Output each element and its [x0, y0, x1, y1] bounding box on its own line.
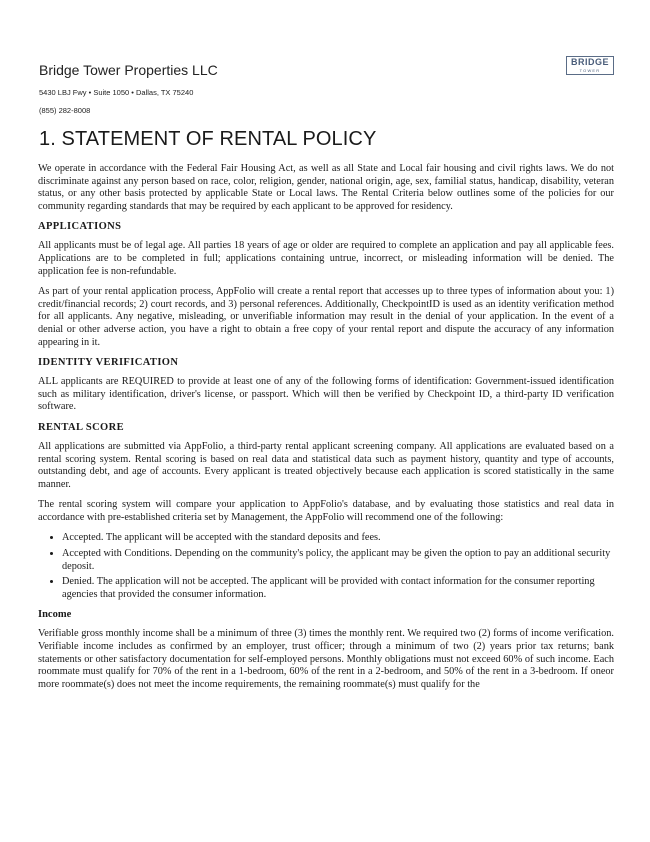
rental-score-heading: RENTAL SCORE	[38, 421, 125, 433]
income-heading: Income	[38, 609, 72, 621]
identity-paragraph: ALL applicants are REQUIRED to provide at least one of any of the following forms of identification: Government-issued identification such as military identification, driver's license, or passport. Which will then be verified by Checkpoint ID, a third-party ID verification software.	[38, 376, 614, 413]
recommendation-list	[38, 532, 614, 601]
income-paragraph: Verifiable gross monthly income shall be a minimum of three (3) times the monthly rent. We required two (2) forms of income verification. Verifiable income includes as confirmed by an employer, trust officer; through a minimum of two (2) years prior tax returns; bank statements or other satisfactory documentation for self-employed persons. Monthly obligations must not exceed 60% of such income. Each roommate must qualify for 70% of the rent in a 1-bedroom, 60% of the rent in a 2-bedroom, and 50% of the rent in a 3-bedroom. If oneor more roommate(s) does not meet the income requirements, the remaining roommate(s) must qualify for the	[38, 628, 614, 690]
page-title: 1. STATEMENT OF RENTAL POLICY	[39, 128, 377, 150]
list-item: • Accepted with Conditions. Depending on the community's policy, the applicant may be given the option to pay an additional security deposit.	[62, 548, 614, 573]
letterhead	[39, 62, 218, 115]
company-address: 5430 LBJ Fwy • Suite 1050 • Dallas, TX 75240	[39, 88, 194, 97]
identity-heading: IDENTITY VERIFICATION	[38, 357, 179, 369]
rental-score-paragraph-2: The rental scoring system will compare your application to AppFolio's database, and by evaluating those statistics and real data in accordance with pre-established criteria set by Management, the AppFolio will recommend one of the following:	[38, 499, 614, 523]
applications-paragraph-1: All applicants must be of legal age. All parties 18 years of age or older are required to complete an application and pay all applicable fees. Applications are to be completed in full; applications containing untrue, incorrect, or misleading information will be denied. The application fee is non-refundable.	[38, 240, 614, 277]
applications-heading: APPLICATIONS	[38, 221, 122, 233]
company-phone: (855) 282-8008	[39, 106, 91, 115]
intro-paragraph: We operate in accordance with the Federal Fair Housing Act, as well as all State and Local fair housing and civil rights laws. We do not discriminate against any person based on race, color, religion, gender, national origin, age, sex, familial status, handicap, disability, veteran status, or any other basis protected by applicable State or Local laws. The Rental Criteria below outlines some of the policies for our community regarding standards that may be required by each applicant to be approved for residency.	[38, 163, 614, 212]
policy-body	[38, 128, 614, 699]
list-item: • Denied. The application will not be accepted. The applicant will be provided with contact information for the consumer reporting agencies that provided the consumer information.	[62, 576, 614, 601]
company-name: Bridge Tower Properties LLC	[39, 62, 218, 78]
rental-score-paragraph-1: All applications are submitted via AppFolio, a third-party rental applicant screening company. All applications are evaluated based on a rental scoring system. Rental scoring is based on real data and statistical data such as payment history, quantity and type of accounts, outstanding debt, and age of accounts. Every applicant is treated objectively because each application is scored statistically in the same manner.	[38, 440, 614, 490]
logo-text-top: BRIDGE	[570, 57, 609, 67]
list-item: • Accepted. The applicant will be accepted with the standard deposits and fees.	[62, 532, 614, 545]
bridge-tower-logo	[566, 56, 614, 75]
applications-paragraph-2: As part of your rental application process, AppFolio will create a rental report that accesses up to three types of information about you: 1) credit/financial records; 2) court records, and 3) personal references. Additionally, CheckpointID is used as an identity verification method for all applicants. Any negative, misleading, or unverifiable information may result in the denial of your application. In the event of a denial or other adverse action, you have a right to obtain a free copy of your rental report and dispute the accuracy of any information appearing in it.	[38, 286, 614, 348]
logo-text-bottom: TOWER	[579, 68, 601, 73]
